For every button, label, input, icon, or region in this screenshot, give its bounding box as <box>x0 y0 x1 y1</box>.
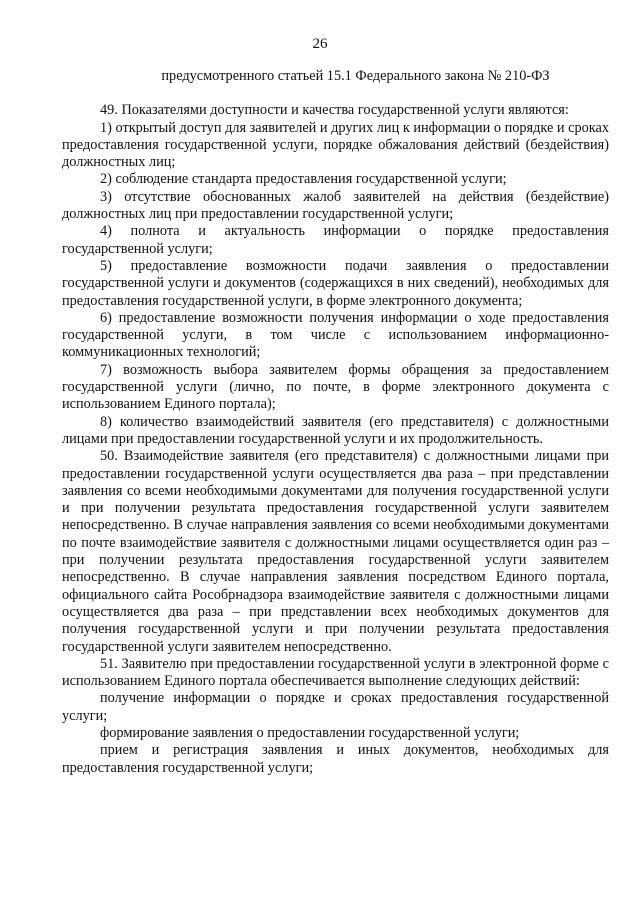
paragraph-49-item-7: 7) возможность выбора заявителем формы обращения за предоставлением государственной услуги (лично, по почте, в форме электронного документа с использованием Единого портала); <box>62 361 609 413</box>
paragraph-49-item-5: 5) предоставление возможности подачи заявления о предоставлении государственной услуги и документов (содержащихся в них сведений), необходимых для предоставления государственной услуги, в форме электронного документа; <box>62 257 609 309</box>
paragraph-51-action-2: формирование заявления о предоставлении государственной услуги; <box>100 724 520 741</box>
paragraph-51: 51. Заявителю при предоставлении государственной услуги в электронной форме с использованием Единого портала обеспечивается выполнение следующих действий: <box>62 655 609 690</box>
paragraph-51-action-3: прием и регистрация заявления и иных документов, необходимых для предоставления государственной услуги; <box>62 742 609 776</box>
paragraph-51-action-1: получение информации о порядке и сроках предоставления государственной услуги; <box>62 690 609 724</box>
paragraph-49-item-4: 4) полнота и актуальность информации о порядке предоставления государственной услуги; <box>62 223 609 257</box>
header-line: предусмотренного статьей 15.1 Федерального закона № 210-ФЗ <box>161 68 550 84</box>
paragraph-50: 50. Взаимодействие заявителя (его представителя) с должностными лицами при предоставлении государственной услуги осуществляется два раза – при представлении заявления со всеми необходимыми документами для получения государственной услуги и при получении результата предоставления государственной услуги заявителем непосредственно. В случае направления заявления со всеми необходимыми документами по почте взаимодействие заявителя с должностными лицами осуществляется один раз – при получении результата предоставления государственной услуги заявителем непосредственно. В случае направления заявления посредством Единого портала, официального сайта Рособрнадзора взаимодействие заявителя с должностными лицами осуществляется два раза – при представлении всех необходимых документов для получения государственной услуги и при получении результата предоставления государственной услуги заявителем непосредственно. <box>62 448 609 655</box>
paragraph-49: 49. Показателями доступности и качества государственной услуги являются: <box>100 102 569 119</box>
paragraph-49-item-6: 6) предоставление возможности получения информации о ходе предоставления государственной услуги, в том числе с использованием информационно-коммуникационных технологий; <box>62 309 609 361</box>
paragraph-49-item-1: 1) открытый доступ для заявителей и других лиц к информации о порядке и сроках предоставления государственной услуги, порядке обжалования действий (бездействия) должностных лиц; <box>62 119 609 171</box>
paragraph-49-item-3: 3) отсутствие обоснованных жалоб заявителей на действия (бездействие) должностных лиц при предоставлении государственной услуги; <box>62 188 609 223</box>
page-content <box>62 68 609 777</box>
page-number: 26 <box>312 36 328 52</box>
paragraph-49-item-2: 2) соблюдение стандарта предоставления государственной услуги; <box>100 171 507 188</box>
paragraph-49-item-8: 8) количество взаимодействий заявителя (его представителя) с должностными лицами при предоставлении государственной услуги и их продолжительность. <box>62 413 609 447</box>
